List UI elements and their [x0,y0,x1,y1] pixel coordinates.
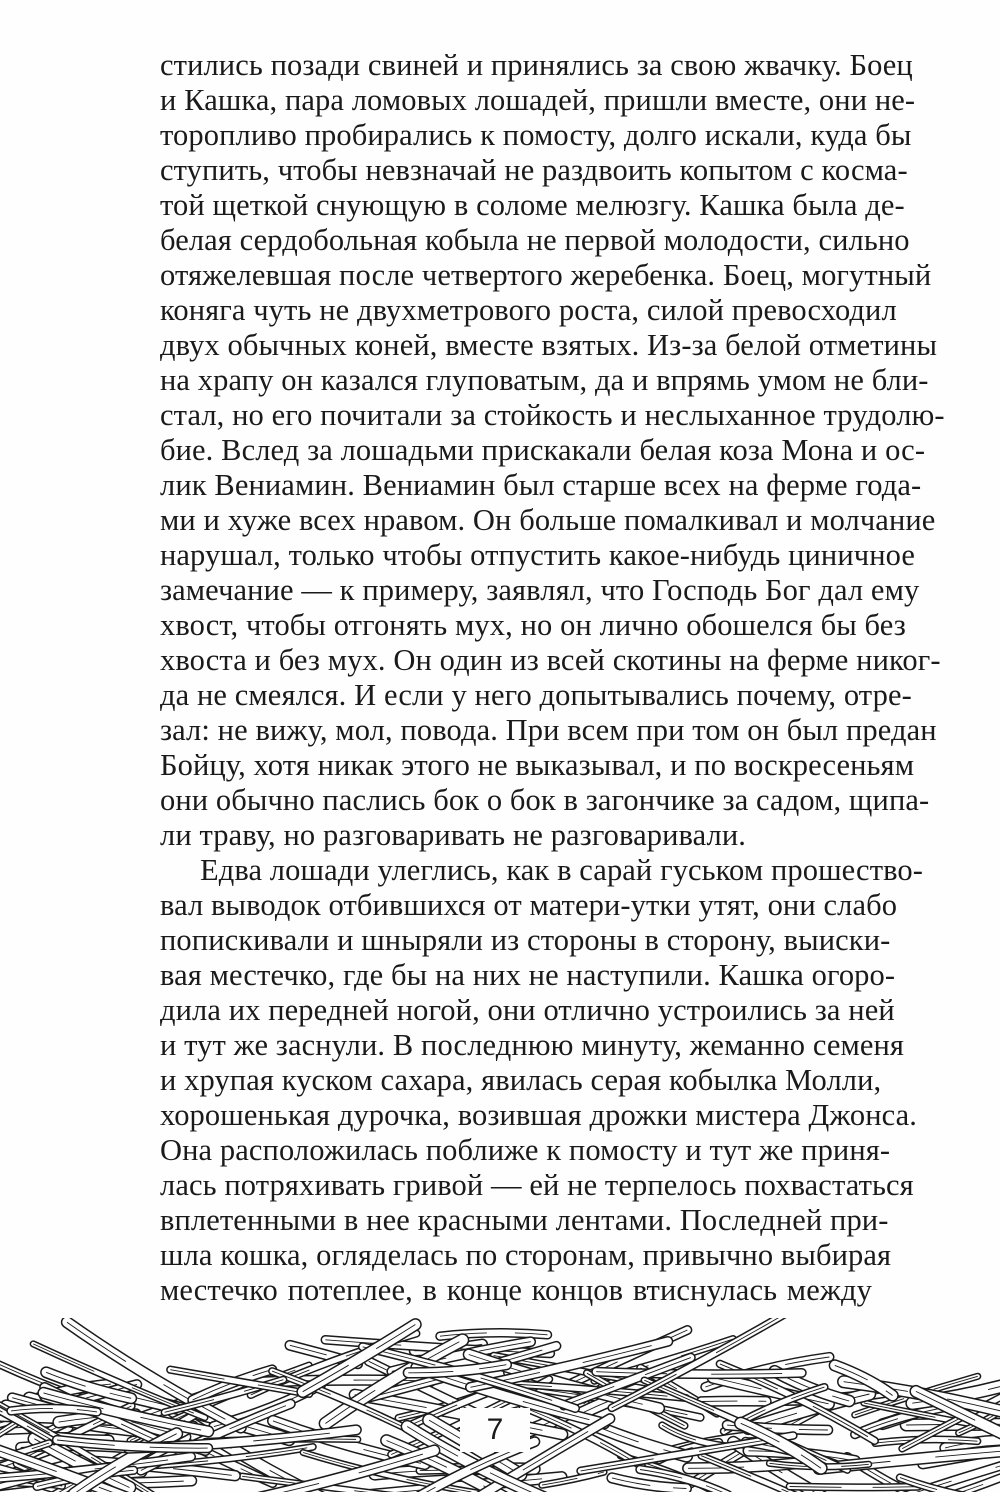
text-line: той щеткой снующую в соломе мелюзгу. Кашка была де- [160,188,905,222]
text-line: они обычно паслись бок о бок в загончике за садом, щипа- [160,783,930,817]
text-line: отяжелевшая после четвертого жеребенка. Боец, могутный [160,258,932,292]
text-line: вал выводок отбившихся от матери-утки утят, они слабо [160,888,898,922]
text-line: бие. Вслед за лошадьми прискакали белая коза Мона и ос- [160,433,926,467]
text-line: замечание — к примеру, заявлял, что Господь Бог дал ему [160,573,920,607]
text-line: дила их передней ногой, они отлично устроились за ней [160,993,895,1027]
text-line: местечко потеплее, в конце концов втиснулась между [160,1273,872,1307]
text-line: вая местечко, где бы на них не наступили. Кашка огоро- [160,958,896,992]
text-line: хвост, чтобы отгонять мух, но он лично обошелся бы без [160,608,906,642]
text-line: ми и хуже всех нравом. Он больше помалкивал и молчание [160,503,936,537]
text-line: Едва лошади улеглись, как в сарай гуськом прошество- [200,853,924,887]
text-line: хорошенькая дурочка, возившая дрожки мистера Джонса. [160,1098,917,1132]
text-line: шла кошка, огляделась по сторонам, привычно выбирая [160,1238,892,1272]
text-line: лась потряхивать гривой — ей не терпелось похвастаться [160,1168,914,1202]
text-line: торопливо пробирались к помосту, долго искали, куда бы [160,118,912,152]
text-line: нарушал, только чтобы отпустить какое-нибудь циничное [160,538,915,572]
text-line: хвоста и без мух. Он один из всей скотины на ферме никог- [160,643,941,677]
text-line: попискивали и шныряли из стороны в сторону, выиски- [160,923,891,957]
text-line: вплетенными в нее красными лентами. Последней при- [160,1203,889,1237]
text-line: Бойцу, хотя никак этого не выказывал, и по воскресеньям [160,748,915,782]
text-line: зал: не вижу, мол, повода. При всем при том он был предан [160,713,937,747]
text-line: стились позади свиней и принялись за свою жвачку. Боец [160,48,913,82]
page-number: 7 [460,1408,530,1452]
paragraph-2 [160,853,924,1308]
body-text [160,48,945,1308]
text-line: Она расположилась поближе к помосту и тут же приня- [160,1133,891,1167]
text-line: и Кашка, пара ломовых лошадей, пришли вместе, они не- [160,83,916,117]
paragraph-1 [160,48,945,853]
text-line: ступить, чтобы невзначай не раздвоить копытом с косма- [160,153,908,187]
text-line: ли траву, но разговаривать не разговаривали. [160,818,747,852]
text-line: белая сердобольная кобыла не первой молодости, сильно [160,223,910,257]
straw-illustration [0,1318,1000,1492]
text-line: на храпу он казался глуповатым, да и впрямь умом не бли- [160,363,929,397]
text-line: да не смеялся. И если у него допытывались почему, отре- [160,678,912,712]
text-line: коняга чуть не двухметрового роста, силой превосходил [160,293,897,327]
text-line: лик Вениамин. Вениамин был старше всех на ферме года- [160,468,922,502]
text-line: двух обычных коней, вместе взятых. Из-за белой отметины [160,328,938,362]
text-line: и хрупая куском сахара, явилась серая кобылка Молли, [160,1063,882,1097]
text-line: стал, но его почитали за стойкость и неслыханное трудолю- [160,398,945,432]
text-line: и тут же заснули. В последнюю минуту, жеманно семеня [160,1028,905,1062]
